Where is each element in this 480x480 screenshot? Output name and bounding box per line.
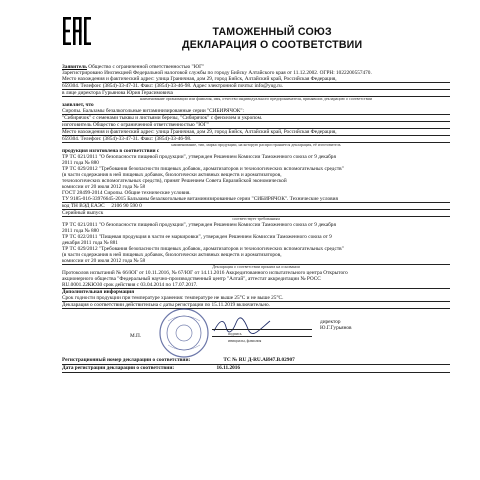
conformity-line-6: комиссии от 20 июля 2012 года № 58 <box>62 183 146 190</box>
applicant-line-2: Зарегистрировано Инспекцией Федеральной налоговой службы по городу Бийску Алтайского края от 11.12.2002. ОГРН: 1022200557470. <box>62 70 372 77</box>
extra-info-label: Дополнительная информация <box>62 288 135 295</box>
conformity-line-4: (в части содержания в ней пищевых добавок, биологически активных веществ и ароматизаторов, <box>62 171 282 178</box>
applicant-line-5: в лице директора Гурьянова Юрия Герасимовича <box>62 90 450 97</box>
tnved-code-line <box>62 203 450 210</box>
requirements-caption: соответствует требованиям <box>232 216 280 222</box>
manufacturer-line-2: Место нахождения и фактический адрес: улица Граничная, дом 29, город Бийск, Алтайский край, Российская Федерация, <box>62 129 450 136</box>
product-line-2: "Сибирячок" с семенами тыквы и листьями березы, "Сибирячок" с фенхелем и укропом. <box>62 115 450 122</box>
name-caption: инициалы, фамилия <box>228 338 262 343</box>
validity-date: 15.11.2019 включительно. <box>211 301 270 308</box>
registration-date-value: 16.11.2016 <box>216 365 241 372</box>
name-rule <box>212 336 312 337</box>
registration-footer <box>62 357 450 373</box>
registration-number-label: Регистрационный номер декларации о соответствии: <box>62 357 191 364</box>
signature-caption: подпись <box>228 331 242 336</box>
conformity-line-1: ТР ТС 021/2011 "О безопасности пищевой продукции", утвержден Решением Комиссии Таможенного союза от 9 декабря <box>62 153 336 160</box>
product-line-1: Сиропы. Бальзамы безалкогольные витаминизированные серии "СИБИРЯЧОК": <box>62 108 450 115</box>
union-title-block <box>182 26 362 52</box>
registration-date-label: Дата регистрации декларации о соответствии: <box>62 365 175 372</box>
signer-name: Ю.Г.Гурьянов <box>320 325 352 332</box>
requirement-line-7: комиссии от 20 июля 2012 года № 58 <box>62 258 450 265</box>
union-title: ТАМОЖЕННЫЙ СОЮЗ <box>212 26 332 38</box>
declares-label: заявляет, что <box>62 101 94 108</box>
handwritten-signature-icon <box>212 317 272 335</box>
basis-line-2: акционерного общества "Федеральный научно-производственный центр "Алтай", аттестат аккредитации № РОСС <box>62 275 321 282</box>
applicant-caption: наименование организации или фамилия, имя, отчество индивидуального предпринимателя, принявших декларацию о соответствии <box>139 96 373 102</box>
requirement-line-2: 2011 года № 880 <box>62 227 99 234</box>
requirement-line-5: ТР ТС 029/2012 "Требования безопасности пищевых добавок, ароматизаторов и технологических вспомогательных средств" <box>62 246 344 252</box>
basis-caption: Декларация о соответствии принята на основании <box>212 264 300 270</box>
applicant-text-1: Общество с ограниченной ответственностью "ЮГ" <box>88 64 205 70</box>
applicant-line-3: Место нахождения и фактический адрес: улица Граничная, дом 29, город Бийск, Алтайский край, Российская Федерация, <box>62 76 450 83</box>
signature-rule <box>212 329 312 330</box>
requirement-line-6: (в части содержания в ней пищевых добавок, биологически активных веществ и ароматизаторов, <box>62 252 282 259</box>
stamp-place-label: М.П. <box>130 333 142 340</box>
extra-info-line: Срок годности продукции при температуре хранения: температуре не выше 25°С и не выше 25°С. <box>62 295 450 302</box>
declaration-body <box>62 64 450 373</box>
declares-caption: наименование, тип, марка продукции, на которую распространяется декларация, её изготовитель <box>171 142 341 148</box>
validity-label: Декларация о соответствии действительна с даты регистрации по <box>62 301 211 308</box>
registration-date-line <box>62 365 450 373</box>
document-header <box>62 0 450 64</box>
series-line: Серийный выпуск <box>62 210 450 217</box>
requirement-line-4: декабря 2011 года № 881 <box>62 239 118 246</box>
conformity-line-7: ГОСТ 28499-2014 Сиропы. Общие технические условия. <box>62 190 191 197</box>
requirement-line-1: ТР ТС 021/2011 "О безопасности пищевой продукции", утвержден Решением Комиссии Таможенного союза от 9 декабря <box>62 221 336 228</box>
company-stamp-icon <box>158 307 210 359</box>
eac-logo-icon <box>62 14 92 48</box>
conformity-label: продукция изготовлена в соответствии с <box>62 147 160 154</box>
validity-line <box>62 302 450 309</box>
applicant-label: Заявитель <box>62 64 87 70</box>
applicant-line-4: 659304. Телефон: (3854)-33-47-31. Факс: (3854)-33-46-98. Адрес электронной почты: info@yug.ru. <box>62 83 450 90</box>
conformity-line-5: технологических вспомогательных средств), принят Решением Совета Евразийской экономической <box>62 177 287 184</box>
signer-block <box>320 319 352 332</box>
registration-number-value: ТС № RU Д-RU.АИ47.В.02907 <box>223 357 295 364</box>
conformity-line-8: ТУ 9185-016-33976645-2015 Бальзамы безалкогольные витаминизированные серии "СИБИРЯЧОК". Технические условия <box>62 196 450 203</box>
conformity-line-2: 2011 года № 880 <box>62 159 99 166</box>
basis-line-1: Протоколов испытаний № 66/ЮГ от 10.11.2016, № 67/ЮГ от 14.11.2016 Аккредитованного испытательного центра Открытого <box>62 269 348 276</box>
tnved-code-value: 2106 90 590 0 <box>111 203 142 210</box>
document-title: ДЕКЛАРАЦИЯ О СООТВЕТСТВИИ <box>182 39 363 51</box>
registration-number-line <box>62 357 450 365</box>
requirement-line-3: ТР ТС 022/2011 "Пищевая продукция в части ее маркировки", утвержден Решением Комиссии Таможенного союза от 9 <box>62 233 332 240</box>
conformity-line-3: ТР ТС 029/2012 "Требования безопасности пищевых добавок, ароматизаторов и технологических вспомогательных средств" <box>62 165 344 172</box>
basis-line-3: RU.0001.22КЮ30 срок действия с 03.04.2014 по 17.07.2017. <box>62 282 450 289</box>
tnved-code-label: код ТН ВЭД ЕАЭС <box>62 203 105 210</box>
signer-position: директор <box>320 319 341 326</box>
manufacturer-line-1: изготовитель Общество с ограниченной ответственностью "ЮГ" <box>62 122 450 129</box>
signature-area <box>62 311 450 355</box>
manufacturer-line-3: 659304. Телефон: (3854)-33-47-31. Факс: (3854)-33-46-98. <box>62 136 450 143</box>
